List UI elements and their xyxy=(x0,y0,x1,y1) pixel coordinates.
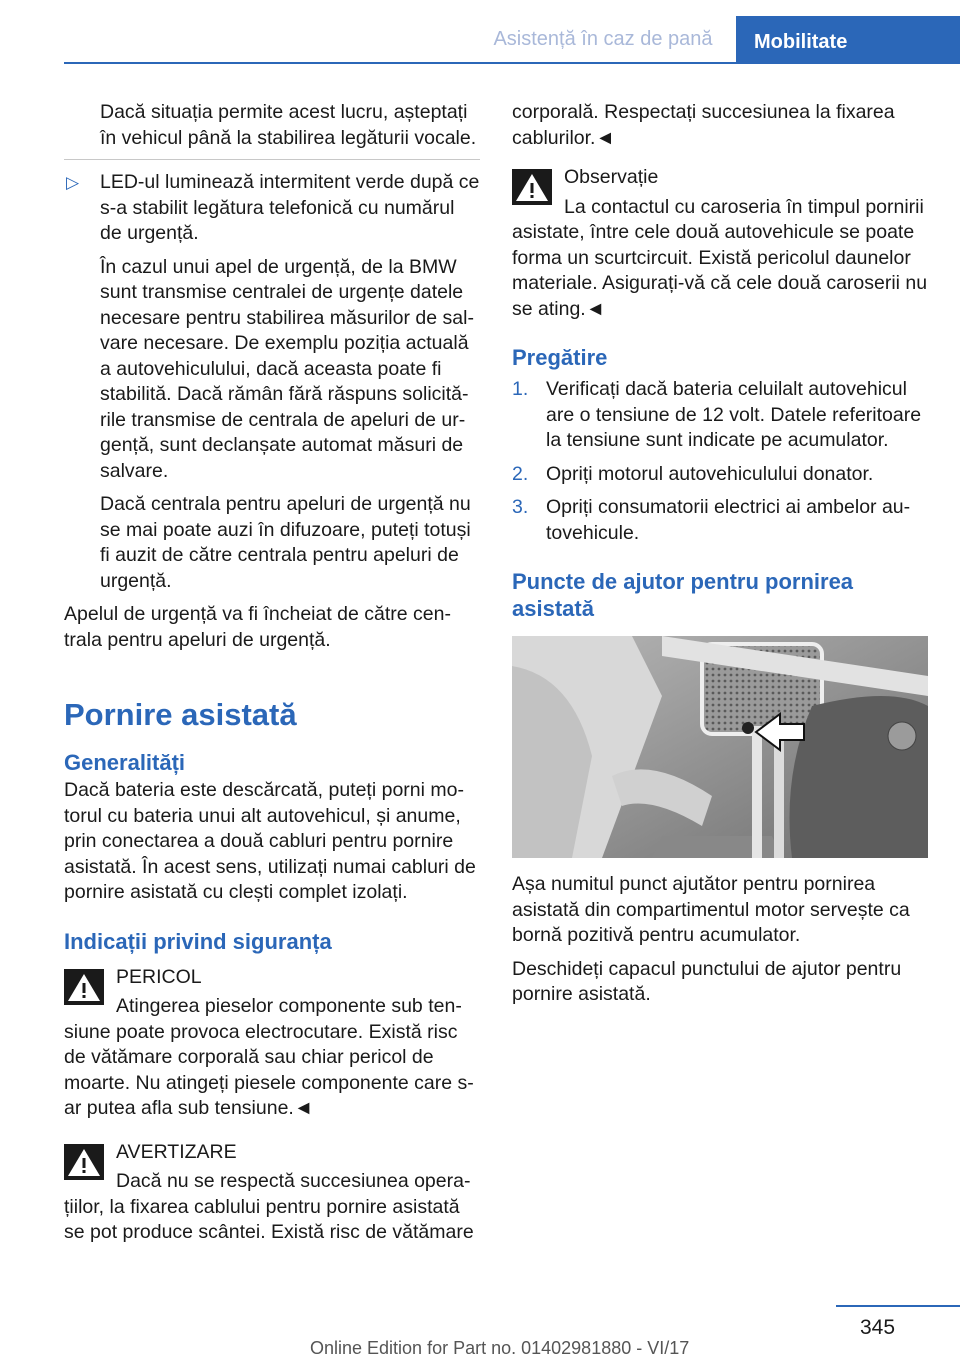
footer-rule xyxy=(836,1305,960,1307)
list-item xyxy=(64,170,480,247)
paragraph: Dacă centrala pentru apeluri de urgență nu se mai poate auzi în difuzoare, puteți totuși fi auzit de către centrala pentru apeluri de urgență. xyxy=(100,493,471,592)
subsection-heading: Indicații privind siguranța xyxy=(64,928,332,954)
warning-triangle-icon xyxy=(512,169,552,205)
notice-title: PERICOL xyxy=(116,965,202,988)
notice-title: AVERTIZARE xyxy=(116,1140,237,1163)
paragraph: Apelul de urgență va fi încheiat de către centrala pentru apeluri de urgență. xyxy=(64,603,451,651)
list-item xyxy=(512,462,928,488)
subsection-heading: Puncte de ajutor pentru pornirea asistată xyxy=(512,569,854,621)
paragraph: În cazul unui apel de urgență, de la BMW sunt transmise centralei de urgențe datele necesare pentru stabilirea măsurilor de salvare necesare. De exemplu poziția actuală a autovehiculului, dacă aceasta poate fi stabilită. Dacă rămân fără răspuns solicitările transmise de centrala de apeluri de urgență, sunt declanșate automat măsuri de salvare. xyxy=(100,255,474,482)
page-header xyxy=(0,0,960,64)
chapter-tab: Mobilitate xyxy=(736,16,960,62)
paragraph: Dacă bateria este descărcată, puteți porni motorul cu bateria unui alt autovehicul, și anume, prin conectarea a două cabluri pentru pornire asistată. În acest sens, utilizați numai cabluri de pornire asistată cu clești complet izolați. xyxy=(64,779,476,903)
right-column xyxy=(512,100,928,1016)
page-number: 345 xyxy=(860,1316,896,1339)
list-item xyxy=(512,377,928,454)
paragraph: Deschideți capacul punctului de ajutor pentru pornire asistată. xyxy=(512,957,902,1005)
bullet-text: LED-ul luminează intermitent verde după ce s-a stabilit legătura telefonică cu numărul de urgență. xyxy=(100,171,480,244)
header-rule xyxy=(64,62,960,64)
notice-text: Dacă nu se respectă succesiunea operațiilor, la fixarea cablului pentru pornire asistată se pot produce scântei. Există risc de vătămare xyxy=(64,1170,474,1243)
warning-triangle-icon xyxy=(64,1144,104,1180)
list-item xyxy=(512,495,928,546)
step-text: Opriți consumatorii electrici ai ambelor autovehicule. xyxy=(546,496,911,544)
step-text: Opriți motorul autovehiculului donator. xyxy=(546,462,874,485)
paragraph: Dacă situația permite acest lucru, așteptați în vehicul până la stabilirea legăturii vocale. xyxy=(100,101,477,149)
subsection-heading: Pregătire xyxy=(512,345,608,370)
section-title: Asistență în caz de pană xyxy=(493,28,713,50)
note-notice xyxy=(512,165,928,322)
step-number: 3. xyxy=(512,496,529,518)
engine-bay-photo xyxy=(512,636,928,858)
subsection-heading: Generalități xyxy=(64,750,186,775)
danger-notice xyxy=(64,965,480,1122)
step-number: 1. xyxy=(512,378,529,400)
edition-watermark: Online Edition for Part no. 01402981880 - VI/17 xyxy=(310,1338,690,1358)
photo-caption: Așa numitul punct ajutător pentru pornirea asistată din compartimentul motor servește ca bornă pozitivă pentru acumulator. xyxy=(512,873,910,946)
steps-list xyxy=(512,377,928,546)
paragraph: corporală. Respectați succesiunea la fixarea cablurilor.◄ xyxy=(512,101,895,149)
notice-title: Observație xyxy=(564,166,659,188)
triangle-bullet-icon: ▷ xyxy=(66,173,80,192)
warning-triangle-icon xyxy=(64,969,104,1005)
notice-text: Atingerea pieselor componente sub tensiune poate provoca electrocutare. Există risc de vătămare corporală sau chiar pericol de moarte. Nu atingeți piesele componente care s-ar putea afla sub tensiune.◄ xyxy=(64,995,474,1119)
divider xyxy=(64,159,480,160)
notice-text: La contactul cu caroseria în timpul pornirii asistate, între cele două autovehicule se poate forma un scurtcircuit. Există pericolul daunelor materiale. Asigurați-vă că cele două caroserii nu se ating.◄ xyxy=(512,195,928,320)
step-text: Verificați dacă bateria celuilalt autovehicul are o tensiune de 12 volt. Datele referitoare la tensiune sunt indicate pe acumulator. xyxy=(546,378,922,451)
section-heading: Pornire asistată xyxy=(64,697,297,732)
left-column xyxy=(64,100,480,1254)
step-number: 2. xyxy=(512,462,529,485)
warning-notice xyxy=(64,1140,480,1246)
